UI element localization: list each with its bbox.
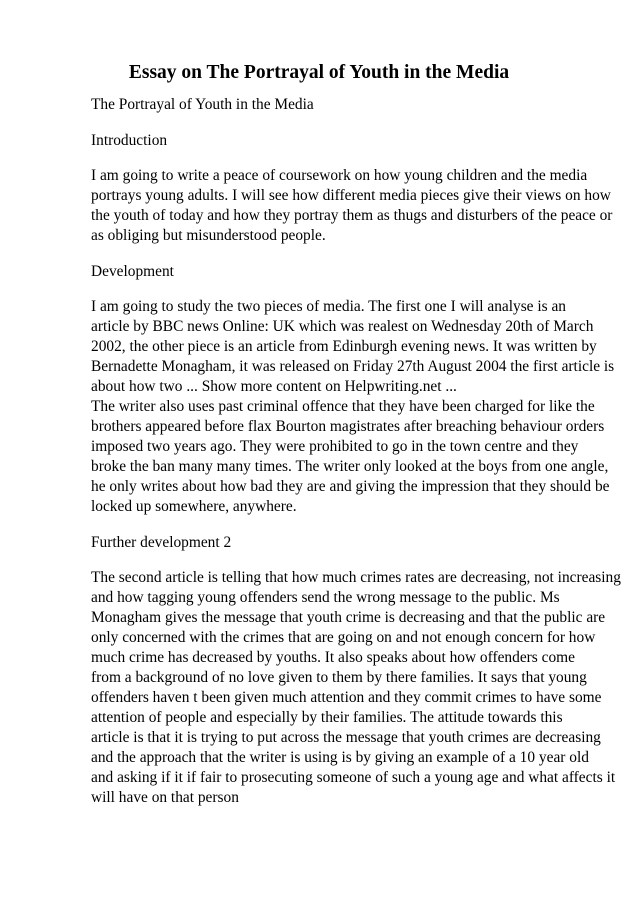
introduction-heading: Introduction (91, 132, 168, 149)
further-development-heading: Further development 2 (91, 534, 232, 551)
development-heading: Development (91, 263, 174, 280)
paragraph-line: locked up somewhere, anywhere. (91, 498, 297, 515)
paragraph-line: about how two ... Show more content on Helpwriting.net ... (91, 378, 457, 395)
paragraph-line: brothers appeared before flax Bourton magistrates after breaching behaviour orders (91, 418, 605, 435)
paragraph-line: he only writes about how bad they are and giving the impression that they should be (91, 478, 610, 495)
paragraph-line: will have on that person (91, 789, 239, 806)
paragraph-line: imposed two years ago. They were prohibited to go in the town centre and they (91, 438, 579, 455)
paragraph-line: portrays young adults. I will see how different media pieces give their views on how (91, 187, 611, 204)
paragraph-line: much crime has decreased by youths. It also speaks about how offenders come (91, 649, 575, 666)
paragraph-line: broke the ban many many times. The writer only looked at the boys from one angle, (91, 458, 609, 475)
paragraph-line: Bernadette Monagham, it was released on Friday 27th August 2004 the first article is (91, 358, 615, 375)
paragraph-line: 2002, the other piece is an article from Edinburgh evening news. It was written by (91, 338, 597, 355)
paragraph-line: Monagham gives the message that youth crime is decreasing and that the public are (91, 609, 606, 626)
paragraph-line: from a background of no love given to them by there families. It says that young (91, 669, 587, 686)
paragraph-line: the youth of today and how they portray them as thugs and disturbers of the peace or (91, 207, 613, 224)
paragraph-line: article is that it is trying to put across the message that youth crimes are decreasing (91, 729, 601, 746)
paragraph-line: and asking if it if fair to prosecuting someone of such a young age and what affects it (91, 769, 616, 786)
paragraph-line: attention of people and especially by their families. The attitude towards this (91, 709, 563, 726)
paragraph-line: article by BBC news Online: UK which was realest on Wednesday 20th of March (91, 318, 594, 335)
paragraph-line: I am going to write a peace of coursework on how young children and the media (91, 167, 588, 184)
paragraph-line: offenders haven t been given much attention and they commit crimes to have some (91, 689, 602, 706)
paragraph-line: and how tagging young offenders send the wrong message to the public. Ms (91, 589, 560, 606)
paragraph-line: as obliging but misunderstood people. (91, 227, 326, 244)
essay-title: Essay on The Portrayal of Youth in the Media (128, 62, 510, 83)
paragraph-line: I am going to study the two pieces of media. The first one I will analyse is an (91, 298, 567, 315)
paragraph-line: and the approach that the writer is using is by giving an example of a 10 year old (91, 749, 589, 766)
paragraph-line: The writer also uses past criminal offence that they have been charged for like the (91, 398, 595, 415)
paragraph-line: The second article is telling that how much crimes rates are decreasing, not increasing (91, 569, 621, 586)
paragraph-line: only concerned with the crimes that are going on and not enough concern for how (91, 629, 596, 646)
essay-subtitle: The Portrayal of Youth in the Media (91, 96, 314, 113)
